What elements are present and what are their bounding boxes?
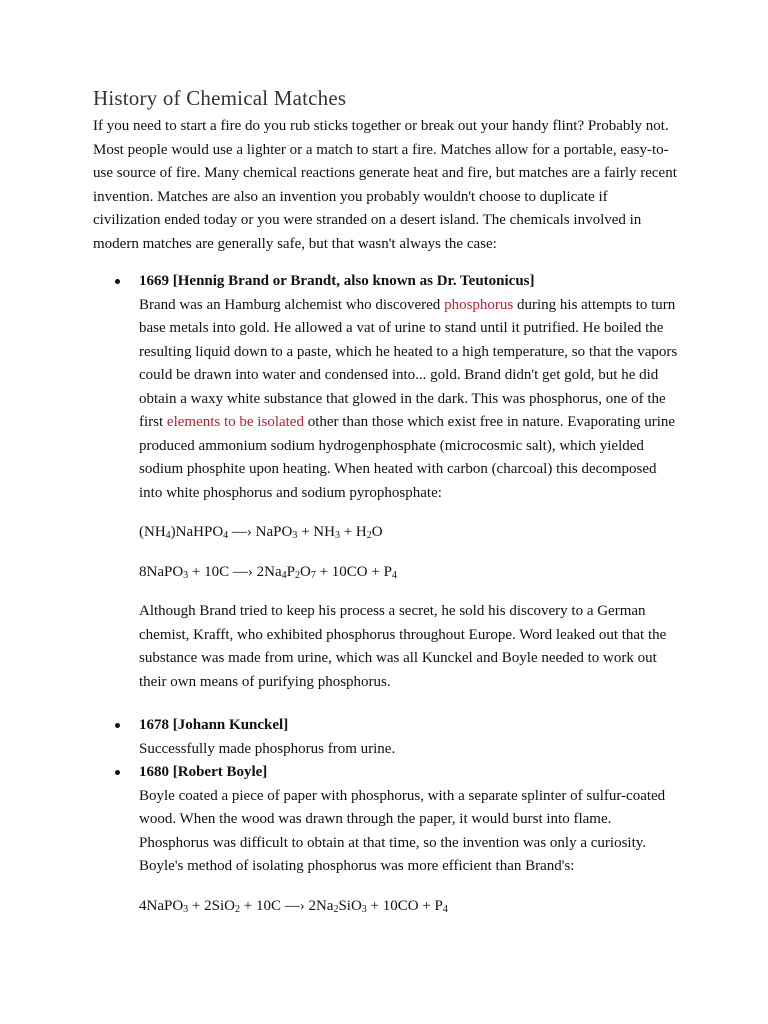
entry-body [139, 270, 679, 694]
bullet-icon [115, 279, 120, 284]
entry-paragraph: Although Brand tried to keep his process a secret, he sold his discovery to a German chemist, Krafft, who exhibited phosphorus throughout Europe. Word leaked out that the substance was made from urine, which was all Kunckel and Boyle needed to work out their own means of purifying phosphorus. [139, 603, 667, 690]
entry-heading: 1669 [Hennig Brand or Brandt, also known as Dr. Teutonicus] [139, 273, 535, 289]
page-title: History of Chemical Matches [93, 86, 347, 110]
chemical-equation: 8NaPO$_3$ + 10C —› $2Na_4P_2O_7 + 10CO + P_4$ [139, 563, 397, 581]
phosphorus-link[interactable]: phosphorus [444, 296, 514, 313]
paragraph-text: during his attempts to turn base metals into gold. He allowed a vat of urine to stand until it putrified. He boiled the resulting liquid down to a paste, which he heated to a high temperature, so that the vapors could be drawn into water and condensed into... gold. Brand didn't get gold, but he did obtain a waxy white substance that glowed in the dark. This was phosphorus, one of the first [139, 296, 678, 430]
paragraph-text: Brand was an Hamburg alchemist who discovered [139, 296, 445, 313]
entry-body [139, 714, 679, 761]
paragraph-text: other than those which exist free in nature. Evaporating urine produced ammonium sodium hydrogenphosphate (microcosmic salt), which yielded sodium phosphite upon heating. When heated with carbon (charcoal) this decomposed into white phosphorus and sodium pyrophosphate: [139, 414, 676, 501]
entry-heading: 1678 [Johann Kunckel] [139, 717, 289, 733]
entry-paragraph: Successfully made phosphorus from urine. [139, 740, 396, 757]
entry-paragraph: Boyle coated a piece of paper with phosphorus, with a separate splinter of sulfur-coated wood. When the wood was drawn through the paper, it would burst into flame. Phosphorus was difficult to obtain at that time, so the invention was only a curiosity. Boyle's method of isolating phosphorus was more efficient than Brand's: [139, 787, 666, 874]
intro-paragraph: If you need to start a fire do you rub sticks together or break out your handy flint? Probably not. Most people would use a lighter or a match to start a fire. Matches allow for a portable, easy-to-use source of fire. Many chemical reactions generate heat and fire, but matches are a fairly recent invention. Matches are also an invention you probably wouldn't choose to duplicate if civilization ended today or you were stranded on a desert island. The chemicals involved in modern matches are generally safe, but that wasn't always the case: [93, 118, 677, 252]
chemical-equation: 4NaPO$_3$ + 2SiO$_2$ + 10C —› $2Na_2SiO_3 + 10CO + P_4$ [139, 897, 448, 915]
chemical-equation: $(NH_4)NaHPO_4$ —› NaPO$_3$ + $NH_3 + H_2O$ [139, 524, 383, 541]
bullet-icon [115, 770, 120, 775]
entry-heading: 1680 [Robert Boyle] [139, 764, 268, 780]
entry-paragraph [139, 294, 679, 506]
elements-isolated-link[interactable]: elements to be isolated [166, 414, 304, 430]
bullet-icon [115, 723, 120, 728]
entry-body [139, 761, 679, 918]
